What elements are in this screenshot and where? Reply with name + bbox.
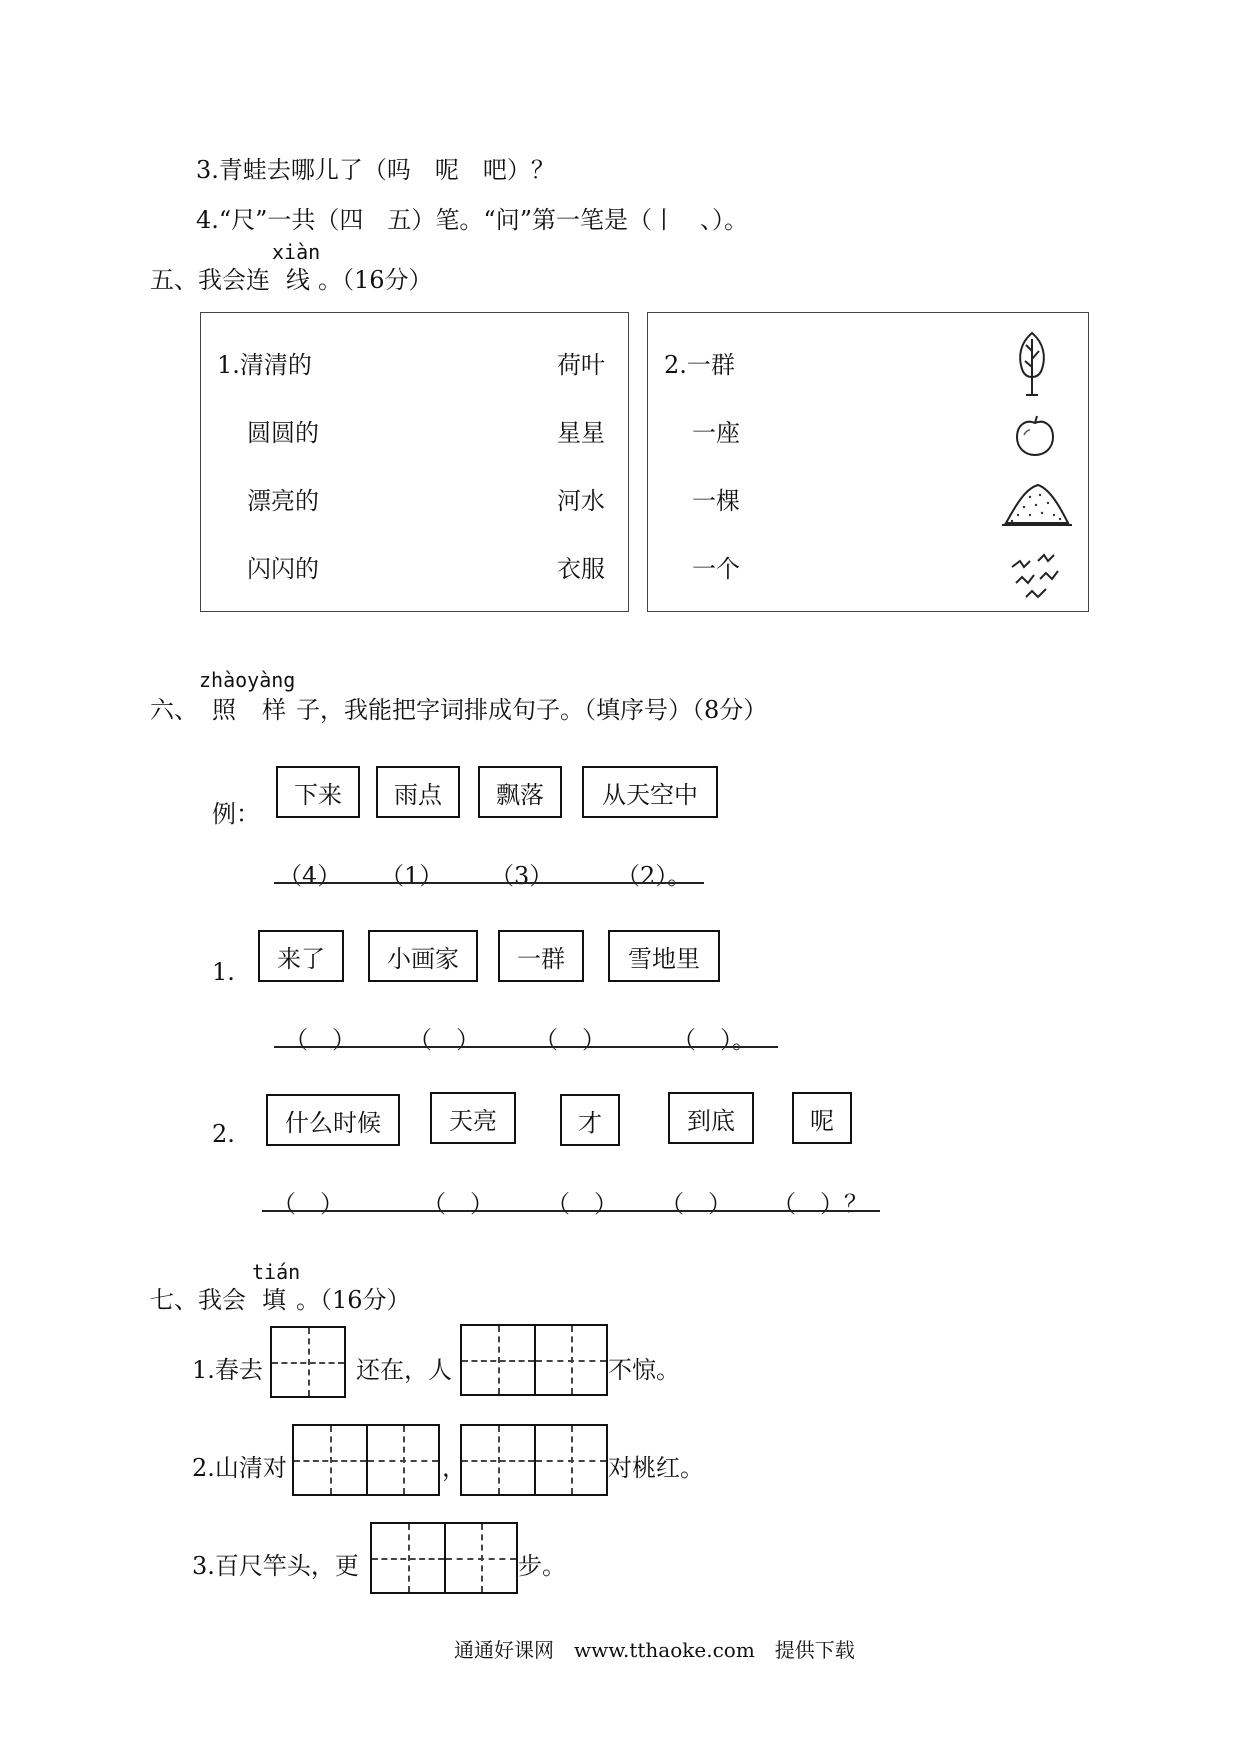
word-card: 呢 xyxy=(792,1092,852,1144)
answer-blank[interactable]: （ ）？ xyxy=(772,1190,868,1218)
matching-panel-right xyxy=(647,312,1089,612)
example-answer: （4） xyxy=(278,862,342,890)
question-number: 2. xyxy=(212,1120,235,1148)
fill-text: 2.山清对 xyxy=(192,1454,287,1482)
right-item: 星星 xyxy=(557,419,605,447)
fill-text: 步。 xyxy=(518,1552,566,1580)
left-item: 圆圆的 xyxy=(247,419,319,447)
hill-icon xyxy=(1000,479,1074,533)
matching-panel-left xyxy=(200,312,629,612)
pinyin-tian: tián xyxy=(252,1260,301,1284)
answer-underline xyxy=(262,1210,880,1212)
writing-grid[interactable] xyxy=(370,1522,518,1594)
section-5-title-post: 。（16分） xyxy=(318,266,433,294)
section-6-title-post: 子，我能把字词排成句子。（填序号）（8分） xyxy=(296,696,768,724)
section-6-title-char: 样 xyxy=(262,696,286,724)
answer-blank[interactable]: （ ） xyxy=(272,1190,344,1218)
left-item: 闪闪的 xyxy=(247,555,319,583)
section-7-title-char: 填 xyxy=(262,1286,286,1314)
writing-grid[interactable] xyxy=(270,1326,346,1398)
left-item: 漂亮的 xyxy=(247,487,319,515)
answer-underline xyxy=(274,1046,778,1048)
word-card: 什么时候 xyxy=(266,1094,400,1146)
right-item: 荷叶 xyxy=(557,351,605,379)
left-item: 2.一群 xyxy=(664,351,735,379)
word-card: 一群 xyxy=(498,930,584,982)
pinyin-xian: xiàn xyxy=(272,240,321,264)
answer-blank[interactable]: （ ） xyxy=(660,1190,732,1218)
writing-grid[interactable] xyxy=(460,1324,608,1396)
writing-grid[interactable] xyxy=(460,1424,608,1496)
left-item: 一座 xyxy=(692,419,740,447)
fill-text: 不惊。 xyxy=(608,1356,680,1384)
fill-text: 3.百尺竿头，更 xyxy=(192,1552,359,1580)
answer-blank[interactable]: （ ） xyxy=(422,1190,494,1218)
answer-underline xyxy=(274,882,704,884)
question-number: 1. xyxy=(212,958,235,986)
word-card: 雪地里 xyxy=(608,930,720,982)
word-card: 下来 xyxy=(276,766,360,818)
word-card: 雨点 xyxy=(376,766,460,818)
footer-text: 通通好课网 www.tthaoke.com 提供下载 xyxy=(454,1638,855,1662)
question-4-4: 4.“尺”一共（四 五）笔。“问”第一笔是（丨 、）。 xyxy=(196,206,748,234)
word-card: 才 xyxy=(560,1094,620,1146)
section-7-title-post: 。（16分） xyxy=(296,1286,411,1314)
question-4-3: 3.青蛙去哪儿了（吗 呢 吧）？ xyxy=(196,156,555,184)
answer-blank[interactable]: （ ） xyxy=(284,1026,356,1054)
answer-blank[interactable]: （ ） xyxy=(546,1190,618,1218)
example-answer: （1） xyxy=(380,862,444,890)
section-6-title-char: 照 xyxy=(212,696,236,724)
fill-text: ， xyxy=(442,1454,466,1482)
answer-blank[interactable]: （ ） xyxy=(534,1026,606,1054)
right-item: 河水 xyxy=(557,487,605,515)
section-6-title-pre: 六、 xyxy=(150,696,198,724)
word-card: 从天空中 xyxy=(582,766,718,818)
tree-icon xyxy=(1012,329,1052,399)
section-5-title-pre: 五、我会连 xyxy=(150,266,270,294)
writing-grid[interactable] xyxy=(292,1424,440,1496)
word-card: 小画家 xyxy=(368,930,478,982)
apple-icon xyxy=(1012,413,1058,459)
fill-text: 还在，人 xyxy=(356,1356,452,1384)
left-item: 1.清清的 xyxy=(217,351,312,379)
section-5-title-char: 线 xyxy=(286,266,310,294)
fill-text: 1.春去 xyxy=(192,1356,263,1384)
word-card: 天亮 xyxy=(430,1092,516,1144)
example-answer: （3） xyxy=(490,862,554,890)
birds-icon xyxy=(1008,553,1068,603)
word-card: 来了 xyxy=(258,930,344,982)
fill-text: 对桃红。 xyxy=(608,1454,704,1482)
pinyin-zhaoyang: zhàoyàng xyxy=(199,668,296,692)
example-label: 例： xyxy=(212,800,260,828)
answer-blank[interactable]: （ ） xyxy=(408,1026,480,1054)
right-item: 衣服 xyxy=(557,555,605,583)
left-item: 一个 xyxy=(692,555,740,583)
left-item: 一棵 xyxy=(692,487,740,515)
example-answer: （2）。 xyxy=(616,862,692,890)
answer-blank[interactable]: （ ）。 xyxy=(672,1026,756,1054)
word-card: 飘落 xyxy=(478,766,562,818)
word-card: 到底 xyxy=(668,1092,754,1144)
section-7-title-pre: 七、我会 xyxy=(150,1286,246,1314)
